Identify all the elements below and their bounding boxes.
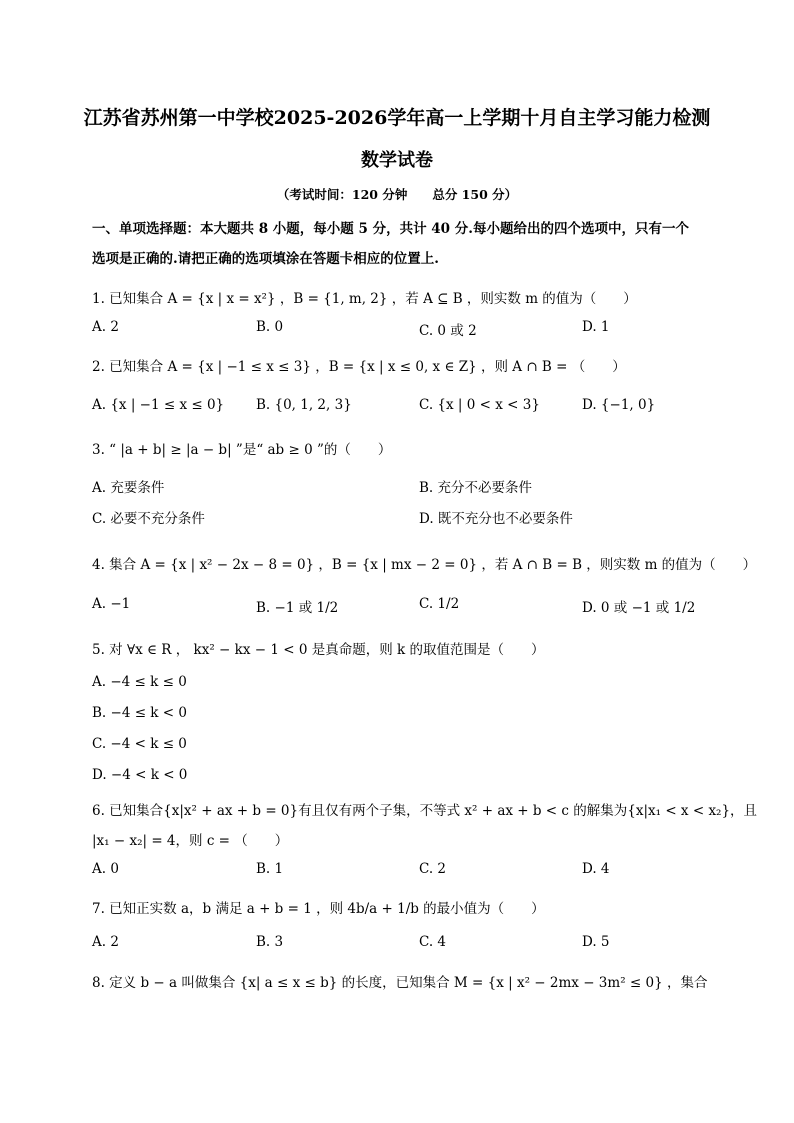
question-4-stem: 4. 集合 A = {x | x² − 2x − 8 = 0} ，B = {x | mx − 2 = 0} ，若 A ∩ B = B ，则实数 m 的值为（ ）	[92, 557, 757, 573]
question-1-option-a: A. 2	[92, 319, 119, 335]
document-subtitle: 数学试卷	[361, 150, 433, 171]
question-4-option-b: B. −1 或 1/2	[256, 600, 339, 616]
question-6-stem-line2: |x₁ − x₂| = 4，则 c = （ ）	[92, 833, 289, 849]
question-3-option-d: D. 既不充分也不必要条件	[419, 511, 573, 527]
question-6-option-a: A. 0	[92, 861, 119, 877]
question-4-option-c: C. 1/2	[419, 596, 460, 612]
section-heading-line2: 选项是正确的.请把正确的选项填涂在答题卡相应的位置上.	[92, 251, 439, 267]
question-4-option-a: A. −1	[92, 596, 131, 612]
question-4-option-d: D. 0 或 −1 或 1/2	[582, 600, 696, 616]
question-2-option-b: B. {0, 1, 2, 3}	[256, 397, 352, 413]
question-5-stem: 5. 对 ∀x ∈ R ， kx² − kx − 1 < 0 是真命题，则 k 的取值范围是（ ）	[92, 642, 545, 658]
question-3-option-c: C. 必要不充分条件	[92, 511, 205, 527]
document-title: 江苏省苏州第一中学校2025-2026学年高一上学期十月自主学习能力检测	[83, 107, 711, 129]
section-heading-line1: 一、单项选择题：本大题共 8 小题，每小题 5 分，共计 40 分.每小题给出的四个选项中，只有一个	[92, 221, 689, 237]
question-5-option-a: A. −4 ≤ k ≤ 0	[92, 674, 187, 690]
question-2-option-d: D. {−1, 0}	[582, 397, 656, 413]
question-2-stem: 2. 已知集合 A = {x | −1 ≤ x ≤ 3} ，B = {x | x ≤ 0, x ∈ Z} ，则 A ∩ B = （ ）	[92, 359, 626, 375]
question-3-option-b: B. 充分不必要条件	[419, 480, 533, 496]
question-7-option-d: D. 5	[582, 934, 610, 950]
question-7-option-b: B. 3	[256, 934, 284, 950]
question-2-option-a: A. {x | −1 ≤ x ≤ 0}	[92, 397, 225, 413]
question-1-option-c: C. 0 或 2	[419, 323, 477, 339]
question-6-stem-line1: 6. 已知集合{x|x² + ax + b = 0}有且仅有两个子集，不等式 x² + ax + b < c 的解集为{x|x₁ < x < x₂}，且	[92, 803, 758, 819]
question-1-stem: 1. 已知集合 A = {x | x = x²} ，B = {1, m, 2} ，若 A ⊆ B ，则实数 m 的值为（ ）	[92, 291, 637, 307]
question-5-option-d: D. −4 < k < 0	[92, 767, 188, 783]
question-6-option-c: C. 2	[419, 861, 447, 877]
question-1-option-d: D. 1	[582, 319, 610, 335]
question-5-option-b: B. −4 ≤ k < 0	[92, 705, 187, 721]
question-6-option-d: D. 4	[582, 861, 610, 877]
exam-info: （考试时间：120 分钟 总分 150 分）	[276, 187, 518, 202]
question-2-option-c: C. {x | 0 < x < 3}	[419, 397, 540, 413]
question-7-option-a: A. 2	[92, 934, 119, 950]
question-3-option-a: A. 充要条件	[92, 480, 165, 496]
question-7-stem: 7. 已知正实数 a，b 满足 a + b = 1 ，则 4b/a + 1/b 的最小值为（ ）	[92, 901, 545, 917]
question-8-stem: 8. 定义 b − a 叫做集合 {x| a ≤ x ≤ b} 的长度，已知集合 M = {x | x² − 2mx − 3m² ≤ 0} ，集合	[92, 975, 708, 991]
question-7-option-c: C. 4	[419, 934, 447, 950]
question-6-option-b: B. 1	[256, 861, 284, 877]
question-5-option-c: C. −4 < k ≤ 0	[92, 736, 187, 752]
question-3-stem: 3. “ |a + b| ≥ |a − b| ”是“ ab ≥ 0 ”的（ ）	[92, 442, 392, 458]
question-1-option-b: B. 0	[256, 319, 284, 335]
